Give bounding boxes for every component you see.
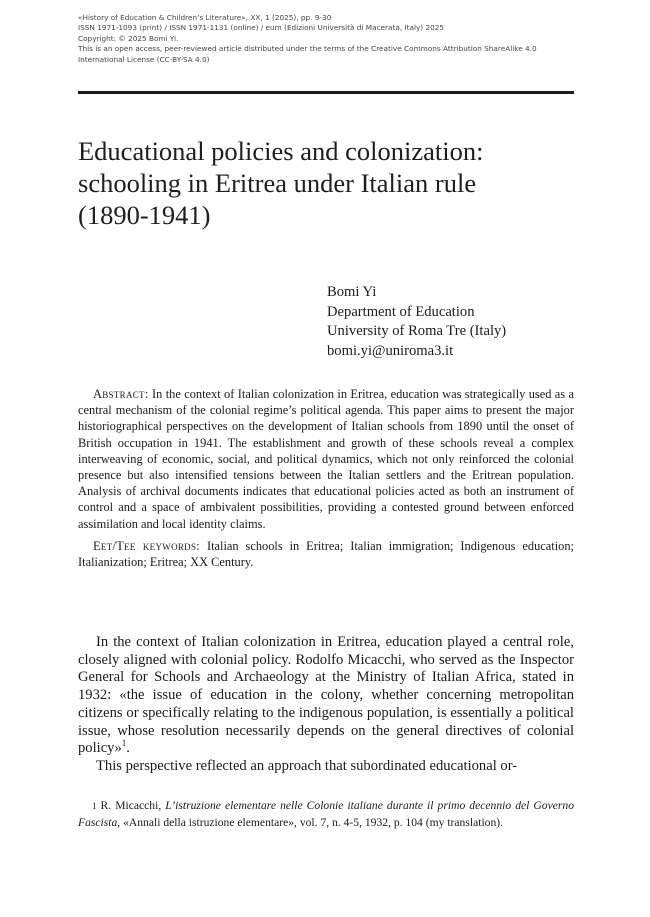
footnote-paragraph [78, 798, 574, 830]
header-line-license-cont: International License (CC-BY-SA 4.0) [78, 54, 210, 64]
footnote-author: R. Micacchi, [100, 799, 162, 812]
footnote-rest: , «Annali della istruzione elementare», vol. 7, n. 4-5, 1932, p. 104 (my translation). [117, 815, 504, 829]
keywords-paragraph [78, 538, 574, 570]
author-university: University of Roma Tre (Italy) [327, 323, 507, 339]
footnote [78, 798, 574, 830]
header-line-issn: ISSN 1971-1093 (print) / ISSN 1971-1131 (online) / eum (Edizioni Università di Macerata, Italy) 2025 [78, 23, 445, 33]
keywords-text: Italian schools in Eritrea; Italian immigration; Indigenous education; Italianization; Eritrea; XX Century. [78, 538, 574, 570]
footnote-book-title: L’istruzione elementare nelle Colonie italiane durante il primo decennio del Governo Fascista [78, 799, 574, 829]
paper-title [78, 135, 598, 231]
abstract-paragraph [78, 386, 574, 532]
author-name: Bomi Yi [327, 284, 377, 300]
body-paragraph-1 [78, 634, 574, 758]
header-rule [78, 91, 574, 94]
journal-header [78, 13, 572, 65]
footnote-reference[interactable]: 1 [121, 738, 127, 749]
author-block [327, 283, 587, 361]
author-email[interactable]: bomi.yi@uniroma3.it [327, 342, 454, 359]
header-line-license: This is an open access, peer-reviewed article distributed under the terms of the Creative Commons Attribution ShareAlike 4.0 [78, 44, 537, 54]
header-line-citation: «History of Education & Children’s Literature», XX, 1 (2025), pp. 9-30 [78, 13, 332, 22]
title-line-2: schooling in Eritrea under Italian rule [78, 168, 477, 198]
abstract-section [78, 386, 574, 570]
body-paragraph-1-text: In the context of Italian colonization in Eritrea, education played a central role, closely aligned with colonial policy. Rodolfo Micacchi, who served as the Inspector General for Schools and Archaeology at the Ministry of Italian Africa, stated in 1932: «the issue of education in the colony, whether concerning metropolitan citizens or specifically relating to the indigenous population, is essentially a political issue, whose resolution necessarily depends on the general directives of colonial policy» [78, 634, 574, 757]
header-line-copyright: Copyright: © 2025 Bomi Yi. [78, 33, 179, 43]
body-paragraph-1-end: . [126, 740, 130, 757]
author-department: Department of Education [327, 303, 475, 320]
abstract-text: In the context of Italian colonization in Eritrea, education was strategically used as a central mechanism of the colonial regime’s political agenda. This paper aims to present the major historiographical perspectives on the development of Italian schools from 1890 until the onset of British occupation in 1941. The establishment and growth of these schools reveal a complex interweaving of economic, social, and political dynamics, which not only reinforced the colonial presence but also intensified tensions between the Italian settlers and the Eritrean population. Analysis of archival documents indicates that educational policies acted as both an instrument of control and a space of ambivalent possibilities, providing a contested ground between enforced assimilation and local identity claims. [78, 387, 574, 531]
title-line-1: Educational policies and colonization: [78, 136, 484, 166]
keywords-label: Eet/Tee keywords: [93, 538, 201, 553]
footnote-mark: 1 [92, 801, 97, 811]
abstract-label: Abstract: [93, 387, 149, 401]
body-paragraph-2: This perspective reflected an approach that subordinated educational or- [96, 757, 518, 774]
title-line-3: (1890-1941) [78, 200, 211, 230]
body-text [78, 634, 574, 776]
